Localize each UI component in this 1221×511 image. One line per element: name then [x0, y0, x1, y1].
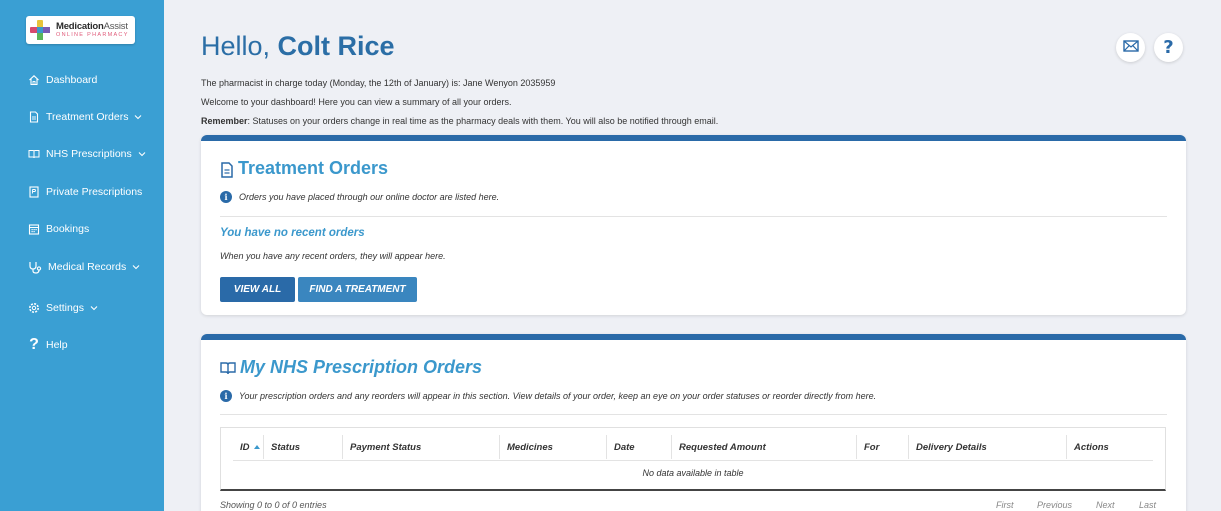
sidebar-item-label: Private Prescriptions — [46, 186, 143, 198]
chevron-down-icon — [132, 263, 140, 271]
help-button[interactable] — [1154, 33, 1183, 62]
question-icon: ? — [1163, 37, 1174, 58]
greeting-prefix: Hello, — [201, 31, 271, 61]
sidebar-item-label: NHS Prescriptions — [46, 148, 132, 160]
stethoscope-icon — [28, 261, 42, 273]
column-header-delivery-details[interactable]: Delivery Details — [908, 435, 1066, 459]
sidebar-item-dashboard[interactable] — [28, 74, 97, 86]
pagination-first[interactable]: First — [996, 500, 1014, 510]
sidebar-item-label: Settings — [46, 302, 84, 314]
messages-button[interactable] — [1116, 33, 1145, 62]
sidebar-item-settings[interactable] — [28, 302, 98, 314]
sidebar-item-label: Medical Records — [48, 261, 127, 273]
sidebar-item-help[interactable] — [28, 336, 68, 353]
treatment-orders-note: i Orders you have placed through our online doctor are listed here. — [220, 191, 499, 203]
document-icon — [28, 111, 40, 123]
sidebar — [0, 0, 164, 511]
remember-label: Remember — [201, 116, 248, 126]
table-info: Showing 0 to 0 of 0 entries — [220, 500, 327, 510]
main-content — [164, 0, 1221, 511]
column-header-for[interactable]: For — [856, 435, 908, 459]
sidebar-item-label: Dashboard — [46, 74, 98, 86]
pharmacist-info: The pharmacist in charge today (Monday, the 12th of January) is: Jane Wenyon 2035959 — [201, 78, 556, 88]
column-header-payment-status[interactable]: Payment Status — [342, 435, 499, 459]
chevron-down-icon — [134, 113, 142, 121]
gear-icon — [28, 302, 40, 314]
view-all-button[interactable]: VIEW ALL — [220, 277, 295, 302]
sidebar-item-private-prescriptions[interactable] — [28, 186, 142, 198]
remember-notice — [201, 116, 718, 126]
column-header-medicines[interactable]: Medicines — [499, 435, 606, 459]
page-title — [201, 31, 395, 62]
sidebar-item-label: Treatment Orders — [46, 111, 129, 123]
remember-text: : Statuses on your orders change in real time as the pharmacy deals with them. You will also be notified through email. — [247, 116, 719, 126]
divider — [220, 414, 1167, 415]
pagination-last[interactable]: Last — [1139, 500, 1157, 510]
no-orders-note: When you have any recent orders, they will appear here. — [220, 251, 446, 261]
column-header-actions[interactable]: Actions — [1066, 435, 1154, 459]
divider — [220, 216, 1167, 217]
brand-name-bold: Medication — [56, 21, 104, 32]
sidebar-item-nhs-prescriptions[interactable] — [28, 148, 146, 160]
sidebar-item-label: Bookings — [46, 223, 90, 235]
treatment-orders-title: Treatment Orders — [220, 158, 388, 179]
treatment-orders-card — [201, 135, 1186, 315]
sort-ascending-icon — [254, 445, 260, 449]
welcome-text: Welcome to your dashboard! Here you can view a summary of all your orders. — [201, 97, 512, 107]
sidebar-item-label: Help — [46, 339, 68, 351]
column-header-id[interactable]: ID — [233, 435, 263, 459]
sidebar-item-bookings[interactable] — [28, 223, 89, 235]
chevron-down-icon — [138, 150, 146, 158]
brand-name-thin: Assist — [103, 21, 128, 32]
book-icon — [220, 361, 236, 375]
nhs-orders-title: My NHS Prescription Orders — [220, 357, 482, 378]
pagination-next[interactable]: Next — [1096, 500, 1115, 510]
find-treatment-button[interactable]: FIND A TREATMENT — [298, 277, 417, 302]
prescription-icon — [28, 186, 40, 198]
question-icon: ? — [29, 336, 39, 353]
envelope-icon — [1123, 39, 1139, 57]
pagination-previous[interactable]: Previous — [1037, 500, 1073, 510]
empty-table-row: No data available in table — [233, 460, 1153, 484]
sidebar-item-treatment-orders[interactable] — [28, 111, 142, 123]
column-header-status[interactable]: Status — [263, 435, 342, 459]
column-header-requested-amount[interactable]: Requested Amount — [671, 435, 856, 459]
nhs-orders-card — [201, 334, 1186, 511]
brand-tagline: ONLINE PHARMACY — [56, 31, 129, 38]
info-icon: i — [220, 191, 232, 203]
book-icon — [28, 148, 40, 160]
info-icon: i — [220, 390, 232, 402]
brand-logo[interactable] — [26, 16, 135, 44]
document-icon — [220, 162, 234, 176]
no-orders-title: You have no recent orders — [220, 227, 365, 239]
sidebar-item-medical-records[interactable] — [28, 261, 140, 273]
calendar-icon — [28, 223, 40, 235]
cross-logo-icon — [30, 20, 50, 40]
nhs-orders-note: i Your prescription orders and any reorders will appear in this section. View details of your order, keep an eye on your order statuses or reorder directly from here. — [220, 390, 876, 402]
column-header-date[interactable]: Date — [606, 435, 671, 459]
home-icon — [28, 74, 40, 86]
chevron-down-icon — [90, 304, 98, 312]
prescription-orders-table — [220, 427, 1166, 491]
user-name: Colt Rice — [277, 31, 395, 61]
